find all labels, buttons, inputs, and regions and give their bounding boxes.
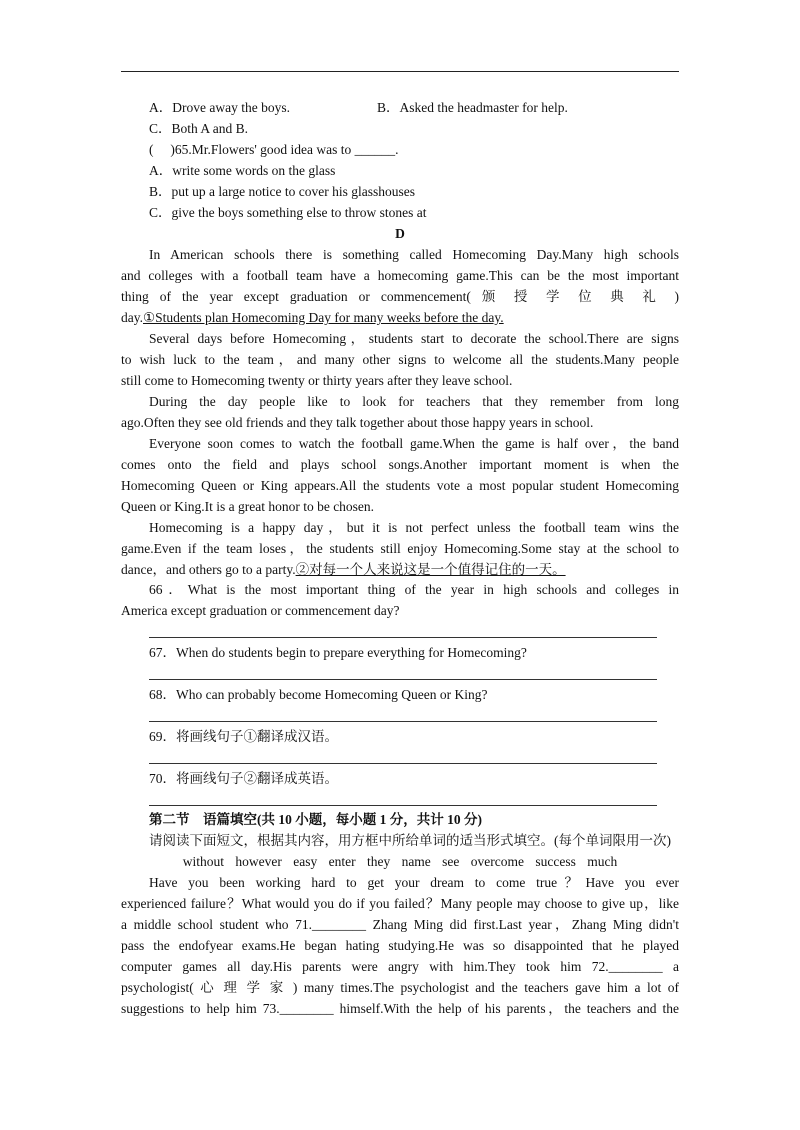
question-68: 68．Who can probably become Homecoming Queen or King? xyxy=(149,687,488,702)
question-66: 66．What is the most important thing of the year in high schools and colleges in xyxy=(149,582,679,597)
passage-line xyxy=(121,307,679,328)
passage-d xyxy=(121,244,679,580)
q64-option-c: C．Both A and B. xyxy=(149,121,249,136)
short-answer-questions xyxy=(121,579,679,621)
passage-text: dance，and others go to a party. xyxy=(121,562,296,577)
passage-line: During the day people like to look for teachers that they remember from long xyxy=(149,394,679,409)
underlined-sentence-2: ②对每一个人来说这是一个值得记住的一天。 xyxy=(295,562,566,577)
passage-line: suggestions to help him 73.________ himself.With the help of his parents，the teachers and the xyxy=(121,1001,679,1016)
passage-line: experienced failure？What would you do if you failed？Many people may choose to give up，like xyxy=(121,896,679,911)
section-2-title: 第二节 语篇填空(共 10 小题，每小题 1 分，共计 10 分) xyxy=(149,812,482,827)
passage-line xyxy=(121,559,679,580)
answer-line-68[interactable] xyxy=(149,721,657,722)
passage-line: ago.Often they see old friends and they talk together about those happy years in school. xyxy=(121,415,594,430)
passage-line: Have you been working hard to get your dream to come true？Have you ever xyxy=(149,875,679,890)
q64-options-row xyxy=(121,97,679,118)
underlined-sentence-1: ①Students plan Homecoming Day for many weeks before the day. xyxy=(143,310,504,325)
question-options-block xyxy=(121,97,679,244)
answer-line-67[interactable] xyxy=(149,679,657,680)
passage-line: Queen or King.It is a great honor to be chosen. xyxy=(121,499,375,514)
q65-option-c: C．give the boys something else to throw stones at xyxy=(149,205,427,220)
passage-line: thing of the year except graduation or commencement( 颁 授 学 位 典 礼 ) xyxy=(121,289,679,304)
passage-line: psychologist( 心 理 学 家 ) many times.The psychologist and the teachers gave him a lot of xyxy=(121,980,679,995)
answer-line-70[interactable] xyxy=(149,805,657,806)
q65-option-a: A．write some words on the glass xyxy=(149,163,336,178)
passage-line: comes onto the field and plays school songs.Another important moment is when the xyxy=(121,457,679,472)
passage-text: day. xyxy=(121,310,143,325)
question-70: 70．将画线句子②翻译成英语。 xyxy=(149,771,338,786)
question-69: 69．将画线句子①翻译成汉语。 xyxy=(149,729,338,744)
passage-line: still come to Homecoming twenty or thirty years after they leave school. xyxy=(121,373,513,388)
passage-line: game.Even if the team loses，the students still enjoy Homecoming.Some stay at the school to xyxy=(121,541,679,556)
passage-line: to wish luck to the team，and many other signs to welcome all the students.Many people xyxy=(121,352,679,367)
top-rule xyxy=(121,71,679,72)
passage-d-heading: D xyxy=(395,226,405,241)
passage-line: a middle school student who 71.________ Zhang Ming did first.Last year，Zhang Ming didn't xyxy=(121,917,679,932)
passage-line: and colleges with a football team have a homecoming game.This can be the most important xyxy=(121,268,679,283)
word-box: without however easy enter they name see overcome success much xyxy=(182,854,618,869)
passage-line: In American schools there is something called Homecoming Day.Many high schools xyxy=(149,247,679,262)
q64-option-b: B．Asked the headmaster for help. xyxy=(377,100,568,115)
section-2 xyxy=(121,809,679,1019)
passage-line: Homecoming is a happy day，but it is not perfect unless the football team wins the xyxy=(149,520,679,535)
section-2-instruction: 请阅读下面短文，根据其内容，用方框中所给单词的适当形式填空。(每个单词限用一次) xyxy=(149,833,671,848)
answer-line-66[interactable] xyxy=(149,637,657,638)
q65-stem: ( )65.Mr.Flowers' good idea was to ______. xyxy=(149,142,399,157)
question-66-cont: America except graduation or commencement day? xyxy=(121,603,400,618)
answer-line-69[interactable] xyxy=(149,763,657,764)
passage-line: Homecoming Queen or King appears.All the students vote a most popular student Homecoming xyxy=(121,478,679,493)
q65-option-b: B．put up a large notice to cover his glasshouses xyxy=(149,184,415,199)
passage-line: pass the endofyear exams.He began hating studying.He was so disappointed that he played xyxy=(121,938,679,953)
passage-line: Several days before Homecoming，students start to decorate the school.There are signs xyxy=(149,331,679,346)
question-67: 67．When do students begin to prepare everything for Homecoming? xyxy=(149,645,527,660)
q64-option-a: A．Drove away the boys. xyxy=(149,100,290,115)
passage-line: Everyone soon comes to watch the football game.When the game is half over，the band xyxy=(149,436,679,451)
passage-line: computer games all day.His parents were angry with him.They took him 72.________ a xyxy=(121,959,679,974)
